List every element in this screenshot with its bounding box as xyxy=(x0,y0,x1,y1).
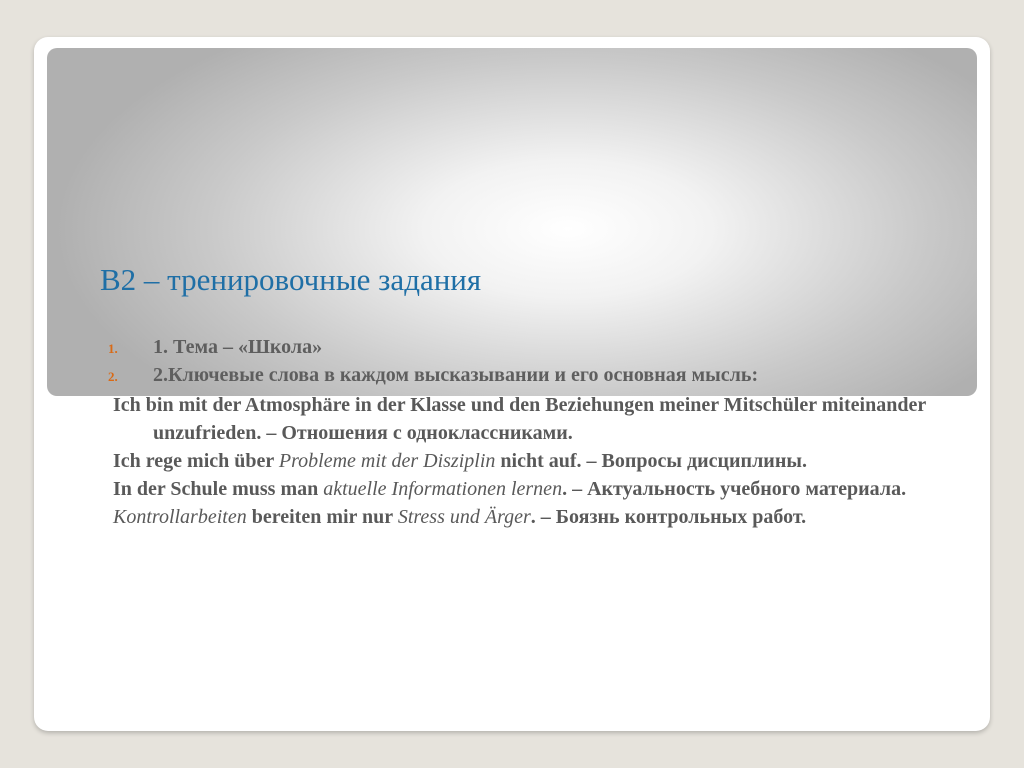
example-paragraphs xyxy=(113,391,943,531)
paragraph-text: Ich bin mit der Atmosphäre in der Klasse und den Beziehungen meiner Mitschüler miteinander unzufrieden. – Отношения с одноклассниками. xyxy=(113,394,926,444)
example-paragraph xyxy=(113,503,943,531)
paragraph-text: . – Актуальность учебного материала. xyxy=(562,478,907,500)
list-number: 2. xyxy=(108,369,118,384)
example-paragraph xyxy=(113,391,943,447)
example-paragraph xyxy=(113,475,943,503)
numbered-list xyxy=(108,333,758,389)
paragraph-text: bereiten mir nur xyxy=(246,506,398,528)
list-item xyxy=(108,333,758,361)
list-item xyxy=(108,361,758,389)
italic-phrase: Stress und Ärger xyxy=(397,506,531,528)
italic-phrase: Kontrollarbeiten xyxy=(113,506,247,528)
paragraph-text: Ich rege mich über xyxy=(113,450,279,472)
list-item-text: 1. Тема – «Школа» xyxy=(153,336,323,358)
paragraph-text: In der Schule muss man xyxy=(113,478,324,500)
italic-phrase: Probleme mit der Disziplin xyxy=(278,450,496,472)
paragraph-text: nicht auf. – Вопросы дисциплины. xyxy=(495,450,807,472)
paragraph-text: . – Боязнь контрольных работ. xyxy=(530,506,807,528)
list-number: 1. xyxy=(108,341,118,356)
italic-phrase: aktuelle Informationen lernen xyxy=(323,478,563,500)
list-item-text: 2.Ключевые слова в каждом высказывании и его основная мысль: xyxy=(153,364,759,386)
slide-title: В2 – тренировочные задания xyxy=(100,262,482,297)
example-paragraph xyxy=(113,447,943,475)
